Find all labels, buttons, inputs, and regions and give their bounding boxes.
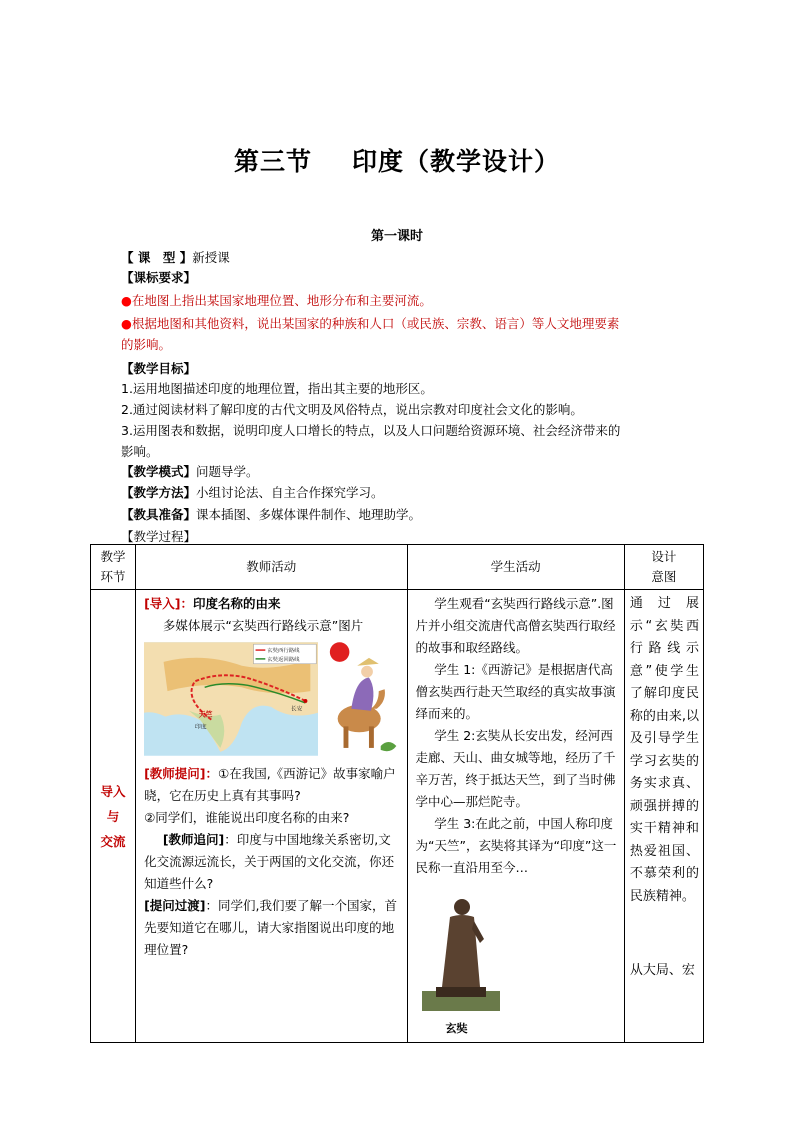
lesson-type: 【 课 型 】新授课 — [121, 250, 230, 265]
intro-title: 印度名称的由来 — [193, 596, 281, 611]
student-activity — [407, 590, 624, 1043]
goals-heading: 【教学目标】 — [121, 361, 197, 376]
intro-label: [导入]： — [144, 596, 193, 611]
student-p1: 学生观看“玄奘西行路线示意”.图片并小组交流唐代高僧玄奘西行取经的故事和取经路线。 — [415, 596, 616, 655]
question-text: ①在我国,《西游记》故事家喻户晓，它在历史上真有其事吗? — [144, 766, 396, 803]
transition-label: [提问过渡] — [144, 898, 206, 913]
teaching-prep: 【教具准备】课本插图、多媒体课件制作、地理助学。 — [121, 507, 422, 522]
table-row — [91, 590, 704, 1043]
standard-item-1: ●在地图上指出某国家地理位置、地形分布和主要河流。 — [121, 293, 432, 308]
xuanzang-statue-image — [422, 891, 500, 1011]
map-place-changan: 长安 — [290, 706, 303, 713]
student-p3: 学生 2:玄奘从长安出发，经河西走廊、天山、曲女城等地，经历了千辛万苦，终于抵达天竺，到了当时佛学中心—那烂陀寺。 — [415, 728, 616, 809]
route-map-image — [144, 641, 318, 757]
map-place-tianzhu: 天竺 — [198, 710, 213, 719]
design-intent — [624, 590, 703, 1043]
goal-3: 3.运用图表和数据，说明印度人口增长的特点，以及人口问题给资源环境、社会经济带来的 影响。 — [121, 423, 621, 459]
table-header-row — [91, 545, 704, 590]
question-label: [教师提问]： — [144, 766, 218, 781]
transition-text: ：同学们,我们要了解一个国家，首先要知道它在哪儿，请大家指图说出印度的地理位置? — [144, 898, 397, 957]
standard-heading: 【课标要求】 — [121, 270, 197, 285]
segment-label: 导入 与 交流 — [91, 590, 136, 1043]
goal-2: 2.通过阅读材料了解印度的古代文明及风俗特点，说出宗教对印度社会文化的影响。 — [121, 402, 583, 417]
goal-1: 1.运用地图描述印度的地理位置，指出其主要的地形区。 — [121, 381, 433, 396]
teaching-method: 【教学方法】小组讨论法、自主合作探究学习。 — [121, 485, 384, 500]
header-teacher: 教师活动 — [136, 545, 407, 590]
student-p2: 学生 1:《西游记》是根据唐代高僧玄奘西行赴天竺取经的真实故事演绎而来的。 — [415, 662, 616, 721]
monk-illustration — [322, 639, 400, 759]
process-table — [90, 544, 704, 1043]
question-2: ②同学们，谁能说出印度名称的由来? — [144, 810, 350, 825]
map-place-india: 印度 — [194, 724, 207, 731]
teacher-p1: 多媒体展示“玄奘西行路线示意”图片 — [162, 618, 364, 633]
teacher-activity — [136, 590, 407, 1043]
header-segment: 教学 环节 — [91, 545, 136, 590]
student-p4: 学生 3:在此之前，中国人称印度为“天竺”，玄奘将其译为“印度”这一民称一直沿用至今… — [415, 816, 617, 875]
map-legend-2: 玄奘返回路线 — [267, 656, 300, 663]
design-p1: 通过展示“玄奘西行路线示意”使学生了解印度民称的由来,以及引导学生学习玄奘的务实求真、顽强拼搏的实干精神和热爱祖国、不慕荣利的民族精神。 — [629, 596, 699, 904]
process-heading: 【教学过程】 — [121, 529, 197, 544]
header-design: 设计 意图 — [624, 545, 703, 590]
page-title: 第三节 印度（教学设计） — [233, 147, 561, 176]
statue-caption: 玄奘 — [445, 1022, 468, 1035]
map-legend-1: 玄奘西行路线 — [267, 648, 300, 655]
lesson-subtitle: 第一课时 — [370, 229, 423, 244]
standard-item-2: ●根据地图和其他资料，说出某国家的种族和人口（或民族、宗教、语言）等人文地理要素 的影响。 — [121, 316, 620, 352]
header-student: 学生活动 — [407, 545, 624, 590]
followup-label: [教师追问] — [162, 832, 225, 847]
teaching-mode: 【教学模式】问题导学。 — [121, 464, 259, 479]
followup-text: ：印度与中国地缘关系密切,文化交流源远流长，关于两国的文化交流，你还知道些什么? — [144, 832, 395, 891]
design-p2: 从大局、宏 — [629, 963, 695, 978]
